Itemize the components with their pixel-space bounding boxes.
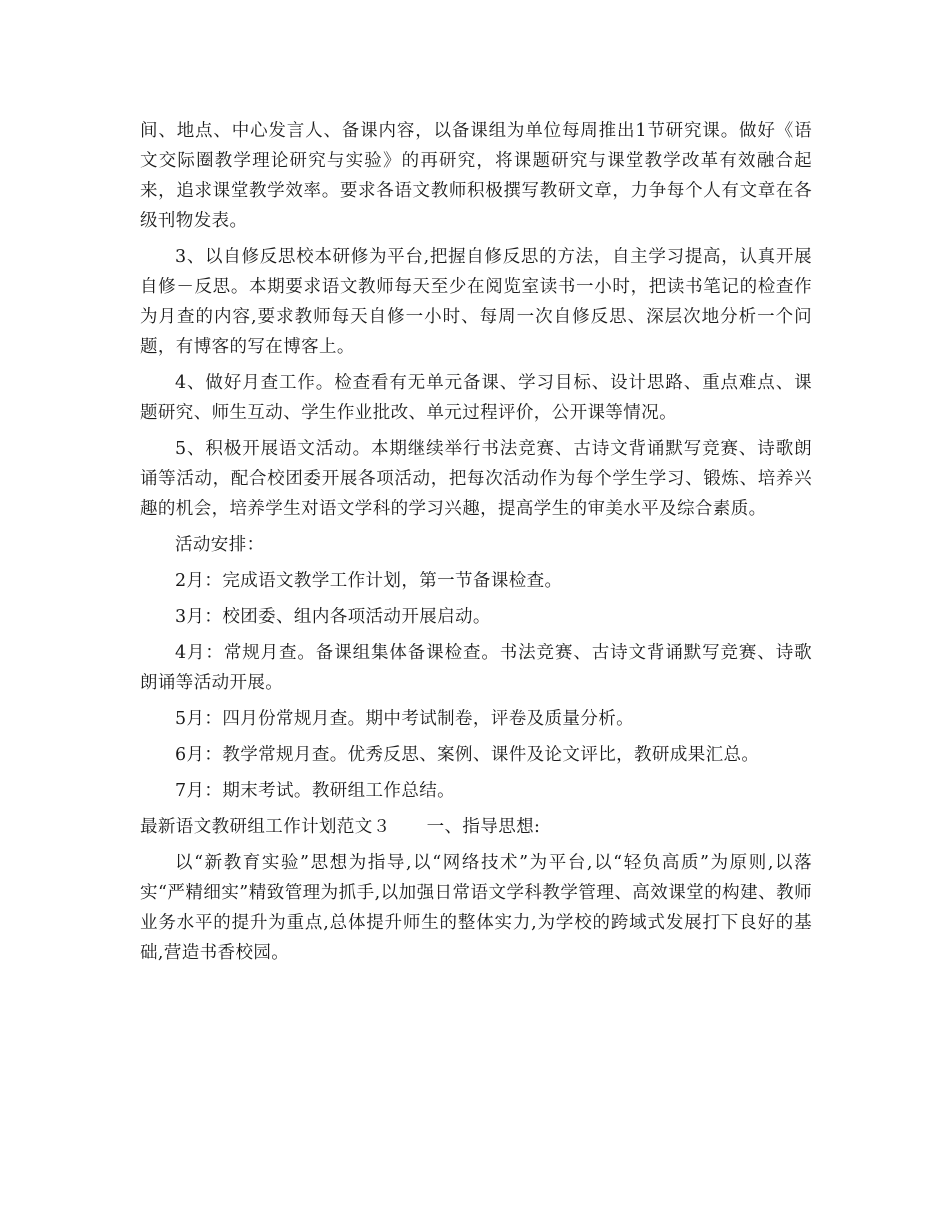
paragraph-research-plan: 间、地点、中心发言人、备课内容，以备课组为单位每周推出1节研究课。做好《语文交际圈教学理论研究与实验》的再研究，将课题研究与课堂教学改革有效融合起来，追求课堂教学效率。要求各语文教师积极撰写教研文章，力争每个人有文章在各级刊物发表。 <box>140 121 812 231</box>
paragraph-activities: 5、积极开展语文活动。本期继续举行书法竞赛、古诗文背诵默写竞赛、诗歌朗诵等活动，配合校团委开展各项活动，把每次活动作为每个学生学习、锻炼、培养兴趣的机会，培养学生对语文学科的学习兴趣，提高学生的审美水平及综合素质。 <box>140 439 812 519</box>
paragraph-guiding-thought: 以“新教育实验”思想为指导,以“网络技术”为平台,以“轻负高质”为原则,以落实“严精细实”精致管理为抓手,以加强日常语文学科教学管理、高效课堂的构建、教师业务水平的提升为重点,总体提升师生的整体实力,为学校的跨域式发展打下良好的基础,营造书香校园。 <box>140 853 812 963</box>
section-title: 一、指导思想: <box>426 817 541 837</box>
document-title: 最新语文教研组工作计划范文３ <box>140 817 391 837</box>
schedule-jul: 7月：期末考试。教研组工作总结。 <box>175 781 456 801</box>
schedule-heading: 活动安排： <box>175 535 265 555</box>
schedule-mar: 3月：校团委、组内各项活动开展启动。 <box>175 607 491 627</box>
schedule-apr: 4月：常规月查。备课组集体备课检查。书法竞赛、古诗文背诵默写竞赛、诗歌朗诵等活动开展。 <box>140 643 812 693</box>
schedule-jun: 6月：教学常规月查。优秀反思、案例、课件及论文评比，教研成果汇总。 <box>175 745 760 765</box>
document-body <box>140 116 812 974</box>
schedule-may: 5月：四月份常规月查。期中考试制卷，评卷及质量分析。 <box>175 709 635 729</box>
paragraph-monthly-check: 4、做好月查工作。检查看有无单元备课、学习目标、设计思路、重点难点、课题研究、师生互动、学生作业批改、单元过程评价，公开课等情况。 <box>140 373 812 423</box>
schedule-feb: 2月：完成语文教学工作计划，第一节备课检查。 <box>175 571 563 591</box>
paragraph-self-study: 3、以自修反思校本研修为平台,把握自修反思的方法，自主学习提高，认真开展自修－反思。本期要求语文教师每天至少在阅览室读书一小时，把读书笔记的检查作为月查的内容,要求教师每天自修一小时、每周一次自修反思、深层次地分析一个问题，有博客的写在博客上。 <box>140 247 812 357</box>
section-heading <box>140 812 812 842</box>
